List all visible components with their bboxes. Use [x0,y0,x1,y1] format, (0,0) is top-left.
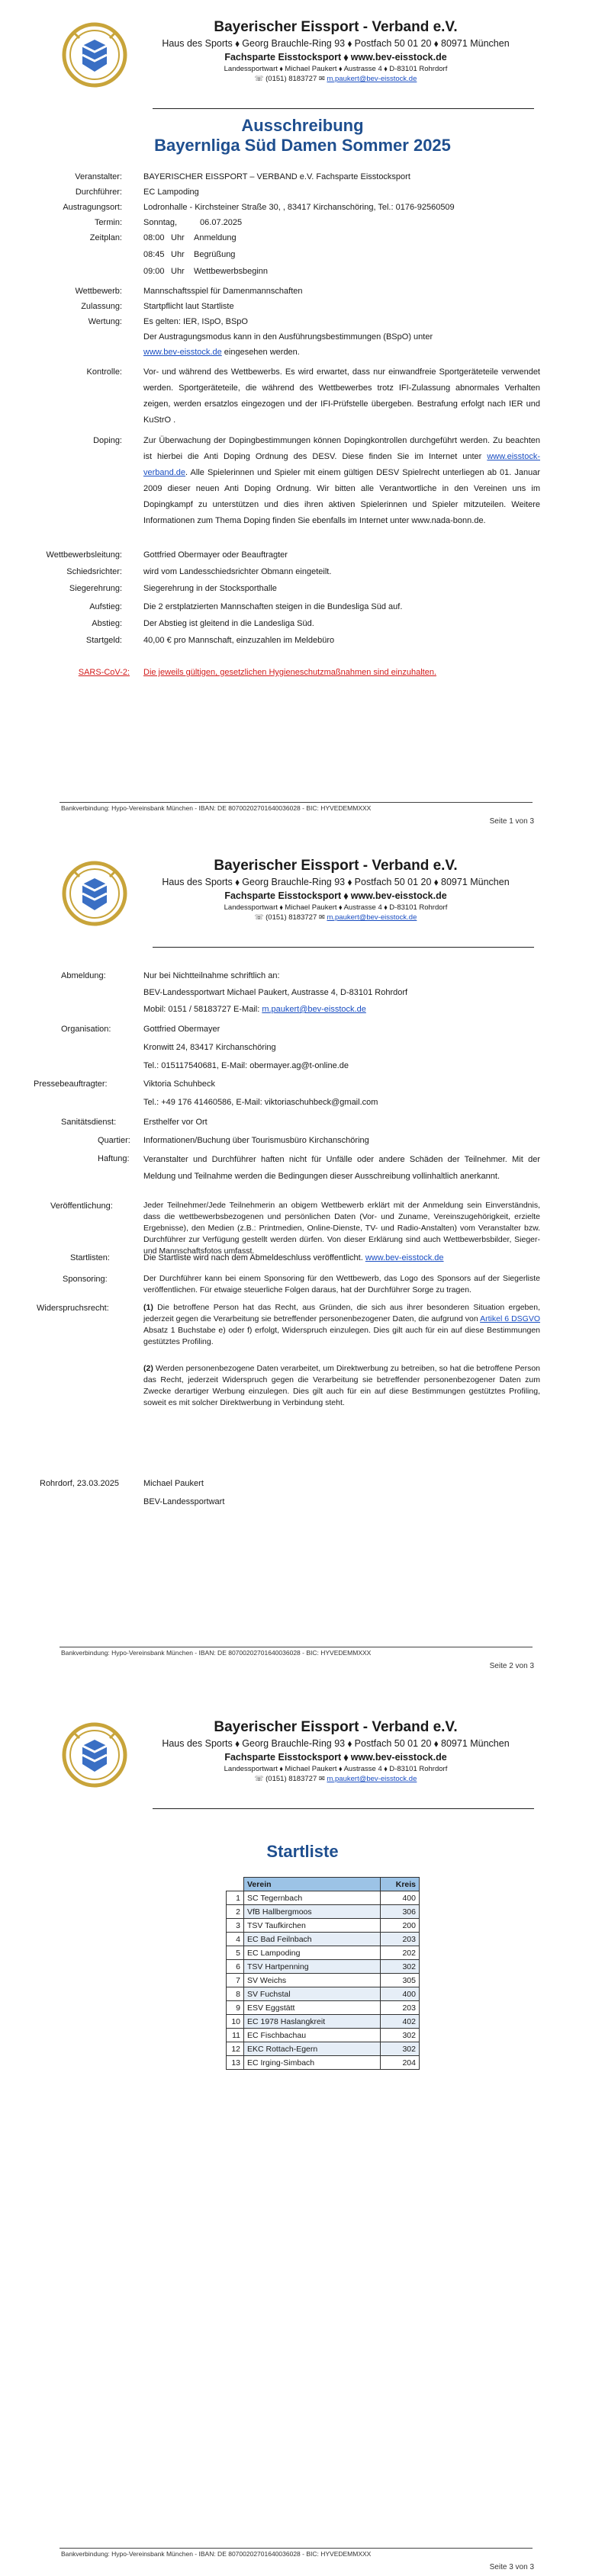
org-title: Bayerischer Eissport - Verband e.V. [214,19,458,35]
fachsparte-line: Fachsparte Eisstocksport ⬧ www.bev-eisstock.de [224,52,447,63]
label-widerspruch: Widerspruchsrecht: [37,1304,109,1313]
contact-line [137,74,534,84]
value-siegerehrung: Siegerehrung in der Stocksporthalle [143,584,277,593]
signer-role: BEV-Landessportwart [143,1497,225,1506]
label-organisation: Organisation: [61,1025,111,1034]
page-1 [0,0,605,831]
label-presse: Pressebeauftragter: [34,1079,108,1089]
letterhead [137,18,534,84]
value-wettbewerbsleitung: Gottfried Obermayer oder Beauftragter [143,550,288,560]
label-sars: SARS-CoV-2: [78,668,130,677]
email-link[interactable]: m.paukert@bev-eisstock.de [327,1775,417,1783]
page-2 [0,839,605,1731]
label-sponsoring: Sponsoring: [63,1275,108,1284]
label-aufstieg: Aufstieg: [89,602,122,611]
label-wettbewerbsleitung: Wettbewerbsleitung: [46,550,122,560]
value-quartier: Informationen/Buchung über Tourismusbüro Kirchanschöring [143,1136,369,1145]
label-doping: Doping: [93,436,122,445]
value-haftung: Veranstalter und Durchführer haften nicht für Unfälle oder andere Schäden der Teilnehmer. Mit der Meldung und Teilnahme werden die Bedingungen dieser Ausschreibung vollinhaltlich anerkannt. [143,1155,540,1181]
fachsparte-line: Fachsparte Eisstocksport ⬧ www.bev-eisstock.de [224,1752,447,1763]
signer-name: Michael Paukert [143,1479,204,1488]
paukert-email-link[interactable]: m.paukert@bev-eisstock.de [262,1005,366,1014]
header-divider [153,108,534,109]
value-abmeldung: Nur bei Nichtteilnahme schriftlich an: [143,971,280,980]
footer-divider [60,802,533,803]
table-row: 7 SV Weichs 305 [227,1974,420,1987]
bank-footer: Bankverbindung: Hypo-Vereinsbank München - IBAN: DE 80700202701640036028 - BIC: HYVEDEMMXXX [61,1649,372,1657]
table-row: 6 TSV Hartpenning 302 [227,1960,420,1974]
footer-divider [60,2548,533,2549]
email-link[interactable]: m.paukert@bev-eisstock.de [327,75,417,83]
table-row: 12 EKC Rottach-Egern 302 [227,2042,420,2056]
contact-line [137,913,534,922]
value-widerspruch-2: (2) Werden personenbezogene Daten verarbeitet, um Direktwerbung zu betreiben, so hat die betroffene Person das Recht, jederzeit Widerspruch gegen die Verarbeitung sie betreffender personenbezogener Daten zum Zwecke derartiger Werbung einzulegen. Dies gilt auch für ein auf diese Bestimmungen gestütztes Profiling, soweit es mit solcher Direktwerbung in Verbindung steht. [143,1364,540,1407]
phone-text: ☏ (0151) 8183727 ✉ [254,913,325,922]
value-schiedsrichter: wird vom Landesschiedsrichter Obmann eingeteilt. [143,567,332,576]
value-doping: Zur Überwachung der Dopingbestimmungen können Dopingkontrollen durchgeführt werden. Zu beachten ist hierbei die Anti Doping Ordnung des DESV. Diese finden Sie im Internet unter www.eisstock-verband.de. Alle Spielerinnen und Spieler mit einem gültigen DESV Spielrecht unterliegen ab 01. Januar 2009 dieser neuen Anti Doping Ordnung. Wir bitten alle Verantwortliche in den Vereinen uns im Dopingkampf zu unterstützen und dies ihren aktiven Spielerinnen und Spieler mitzuteilen. Weitere Informationen zum Thema Doping finden Sie ebenfalls im Internet unter www.nada-bonn.de. [143,436,540,525]
label-veroeffentlichung: Veröffentlichung: [50,1201,113,1211]
email-link[interactable]: m.paukert@bev-eisstock.de [327,913,417,922]
bev-eisstock-link[interactable]: www.bev-eisstock.de [143,348,222,357]
value-presse-2: Tel.: +49 176 41460586, E-Mail: viktoriaschuhbeck@gmail.com [143,1098,378,1107]
table-row: 9 ESV Eggstätt 203 [227,2001,420,2015]
label-zeitplan: Zeitplan: [89,233,122,242]
table-row: 3 TSV Taufkirchen 200 [227,1919,420,1933]
value-sars: Die jeweils gültigen, gesetzlichen Hygieneschutzmaßnahmen sind einzuhalten. [143,668,436,677]
page-number: Seite 1 von 3 [489,817,534,826]
phone-text: ☏ (0151) 8183727 ✉ [254,75,325,83]
startliste-title: Startliste [266,1842,339,1861]
value-zulassung: Startpflicht laut Startliste [143,302,234,311]
table-header-row [227,1878,420,1891]
value-wertung-3: www.bev-eisstock.de eingesehen werden. [143,348,300,357]
label-durchfuehrer: Durchführer: [75,188,122,197]
label-abstieg: Abstieg: [92,619,122,628]
value-abmeldung-3: Mobil: 0151 / 58183727 E-Mail: m.paukert@bev-eisstock.de [143,1005,366,1014]
label-austragungsort: Austragungsort: [63,203,122,212]
org-title: Bayerischer Eissport - Verband e.V. [214,1719,458,1735]
page-number: Seite 2 von 3 [489,1662,534,1670]
label-abmeldung: Abmeldung: [61,971,106,980]
sportwart-line: Landessportwart ⬧ Michael Paukert ⬧ Austrasse 4 ⬧ D-83101 Rohrdorf [224,65,448,73]
label-kontrolle: Kontrolle: [86,367,122,377]
label-schiedsrichter: Schiedsrichter: [66,567,122,576]
label-startgeld: Startgeld: [85,636,122,645]
bev-logo-icon [60,855,130,932]
value-sponsoring: Der Durchführer kann bei einem Sponsoring für den Wettbewerb, das Logo des Sponsors auf der Siegerliste veröffentlichen. Für etwaige steuerliche Folgen daraus, hat der Durchführer Sorge zu tragen. [143,1274,540,1294]
value-kontrolle: Vor- und während des Wettbewerbs. Es wird erwartet, dass nur einwandfreie Sportgeräteteile verwendet werden. Sportgeräteteile, die während des Wettbewerbes trotz IFI-Zulassung abnormales Verhalten zeigen, werden ersatzlos eingezogen und der IFI-Prüfstelle übergeben. Bestrafung erfolgt nach IER und KuStrO . [143,367,540,425]
value-organisation: Gottfried Obermayer [143,1025,220,1034]
value-veroeffentlichung: Jeder Teilnehmer/Jede Teilnehmerin an obigem Wettbewerb erklärt mit der Anmeldung sein Einverständnis, dass die wettbewerbsbezogenen und persönlichen Daten (Vor- und Zuname, Vereinszugehörigkeit, erzielte Ergebnisse), den Medien (z.B.: Printmedien, Online-Dienste, TV- und Radio-Anstalten) vom Veranstalter bzw. Durchführer zur Verfügung gestellt werden dürfen. Von dieser Erklärung sind auch Wettbewerbsbilder, Sieger- und Mannschaftsfotos umfasst. [143,1201,540,1256]
value-veranstalter: BAYERISCHER EISSPORT – VERBAND e.V. Fachsparte Eisstocksport [143,172,410,181]
value-organisation-3: Tel.: 015117540681, E-Mail: obermayer.ag@t-online.de [143,1061,349,1070]
value-austragungsort: Lodronhalle - Kirchsteiner Straße 30, , 83417 Kirchanschöring, Tel.: 0176-92560509 [143,203,455,212]
bank-footer: Bankverbindung: Hypo-Vereinsbank München - IBAN: DE 80700202701640036028 - BIC: HYVEDEMMXXX [61,804,372,812]
dsgvo-link[interactable]: Artikel 6 DSGVO [480,1314,540,1323]
col-verein: Verein [244,1878,381,1891]
fachsparte-line: Fachsparte Eisstocksport ⬧ www.bev-eisstock.de [224,890,447,901]
label-wettbewerb: Wettbewerb: [75,287,122,296]
zeitplan-row: 09:00 Uhr Wettbewerbsbeginn [143,267,269,276]
value-termin [143,215,540,230]
bank-footer: Bankverbindung: Hypo-Vereinsbank München - IBAN: DE 80700202701640036028 - BIC: HYVEDEMMXXX [61,2550,372,2558]
sportwart-line: Landessportwart ⬧ Michael Paukert ⬧ Austrasse 4 ⬧ D-83101 Rohrdorf [224,903,448,912]
label-startlisten: Startlisten: [70,1253,110,1262]
table-row: 10 EC 1978 Haslangkreit 402 [227,2015,420,2029]
value-startgeld: 40,00 € pro Mannschaft, einzuzahlen im Meldebüro [143,636,335,645]
value-organisation-2: Kronwitt 24, 83417 Kirchanschöring [143,1043,276,1052]
value-wettbewerb: Mannschaftsspiel für Damenmannschaften [143,287,303,296]
page-3 [0,1700,605,2576]
table-row: 11 EC Fischbachau 302 [227,2029,420,2042]
col-kreis: Kreis [381,1878,420,1891]
org-address: Haus des Sports ⬧ Georg Brauchle-Ring 93 ⬧ Postfach 50 01 20 ⬧ 80971 München [162,38,510,49]
value-presse: Viktoria Schuhbeck [143,1079,215,1089]
doc-subtitle: Bayernliga Süd Damen Sommer 2025 [154,136,451,155]
bev-logo-icon [60,17,130,93]
value-aufstieg: Die 2 erstplatzierten Mannschaften steigen in die Bundesliga Süd auf. [143,602,403,611]
label-zulassung: Zulassung: [81,302,122,311]
label-veranstalter: Veranstalter: [75,172,122,181]
value-abmeldung-2: BEV-Landessportwart Michael Paukert, Austrasse 4, D-83101 Rohrdorf [143,988,408,997]
label-wertung: Wertung: [88,317,122,326]
header-divider [153,947,534,948]
label-siegerehrung: Siegerehrung: [69,584,122,593]
value-startlisten: Die Startliste wird nach dem Abmeldeschluss veröffentlicht. www.bev-eisstock.de [143,1253,444,1262]
value-wertung: Es gelten: IER, ISpO, BSpO [143,317,248,326]
startliste-table [226,1877,420,2070]
termin-day: Sonntag, [143,218,178,227]
table-row: 8 SV Fuchstal 400 [227,1987,420,2001]
table-row: 13 EC Irging-Simbach 204 [227,2056,420,2070]
table-row: 1 SC Tegernbach 400 [227,1891,420,1905]
label-haftung: Haftung: [98,1154,130,1163]
value-durchfuehrer: EC Lampoding [143,188,199,197]
value-sanitaet: Ersthelfer vor Ort [143,1118,208,1127]
value-abstieg: Der Abstieg ist gleitend in die Landesliga Süd. [143,619,314,628]
eisstock-verband-link[interactable]: www.eisstock-verband.de [143,452,540,477]
doc-title: Ausschreibung [241,116,364,135]
label-termin: Termin: [94,218,122,227]
org-title: Bayerischer Eissport - Verband e.V. [214,858,458,874]
label-sanitaet: Sanitätsdienst: [61,1118,117,1127]
zeitplan-row: 08:45 Uhr Begrüßung [143,250,236,259]
org-address: Haus des Sports ⬧ Georg Brauchle-Ring 93 ⬧ Postfach 50 01 20 ⬧ 80971 München [162,877,510,887]
page-number: Seite 3 von 3 [489,2563,534,2571]
org-address: Haus des Sports ⬧ Georg Brauchle-Ring 93 ⬧ Postfach 50 01 20 ⬧ 80971 München [162,1738,510,1749]
contact-line [137,1774,534,1784]
header-divider [153,1808,534,1809]
value-widerspruch-1: (1) Die betroffene Person hat das Recht, aus Gründen, die sich aus ihrer besonderen Situation ergeben, jederzeit gegen die Verarbeitung sie betreffender personenbezogener Daten, die aufgrund von Artikel 6 DSGVO Absatz 1 Buchstabe e) oder f) erfolgt, Widerspruch einzulegen. Dies gilt auch für ein auf diese Bestimmungen gestütztes Profiling. [143,1303,540,1346]
place-date: Rohrdorf, 23.03.2025 [40,1479,119,1488]
table-row: 2 VfB Hallbergmoos 306 [227,1905,420,1919]
label-quartier: Quartier: [98,1136,130,1145]
table-row: 4 EC Bad Feilnbach 203 [227,1933,420,1946]
letterhead [137,857,534,922]
value-wertung-2: Der Austragungsmodus kann in den Ausführungsbestimmungen (BSpO) unter [143,332,433,342]
letterhead [137,1718,534,1784]
table-row: 5 EC Lampoding 202 [227,1946,420,1960]
termin-date: 06.07.2025 [200,218,243,227]
phone-text: ☏ (0151) 8183727 ✉ [254,1775,325,1783]
zeitplan-row: 08:00 Uhr Anmeldung [143,233,237,242]
startlisten-link[interactable]: www.bev-eisstock.de [365,1253,444,1262]
sportwart-line: Landessportwart ⬧ Michael Paukert ⬧ Austrasse 4 ⬧ D-83101 Rohrdorf [224,1765,448,1773]
bev-logo-icon [60,1717,130,1793]
